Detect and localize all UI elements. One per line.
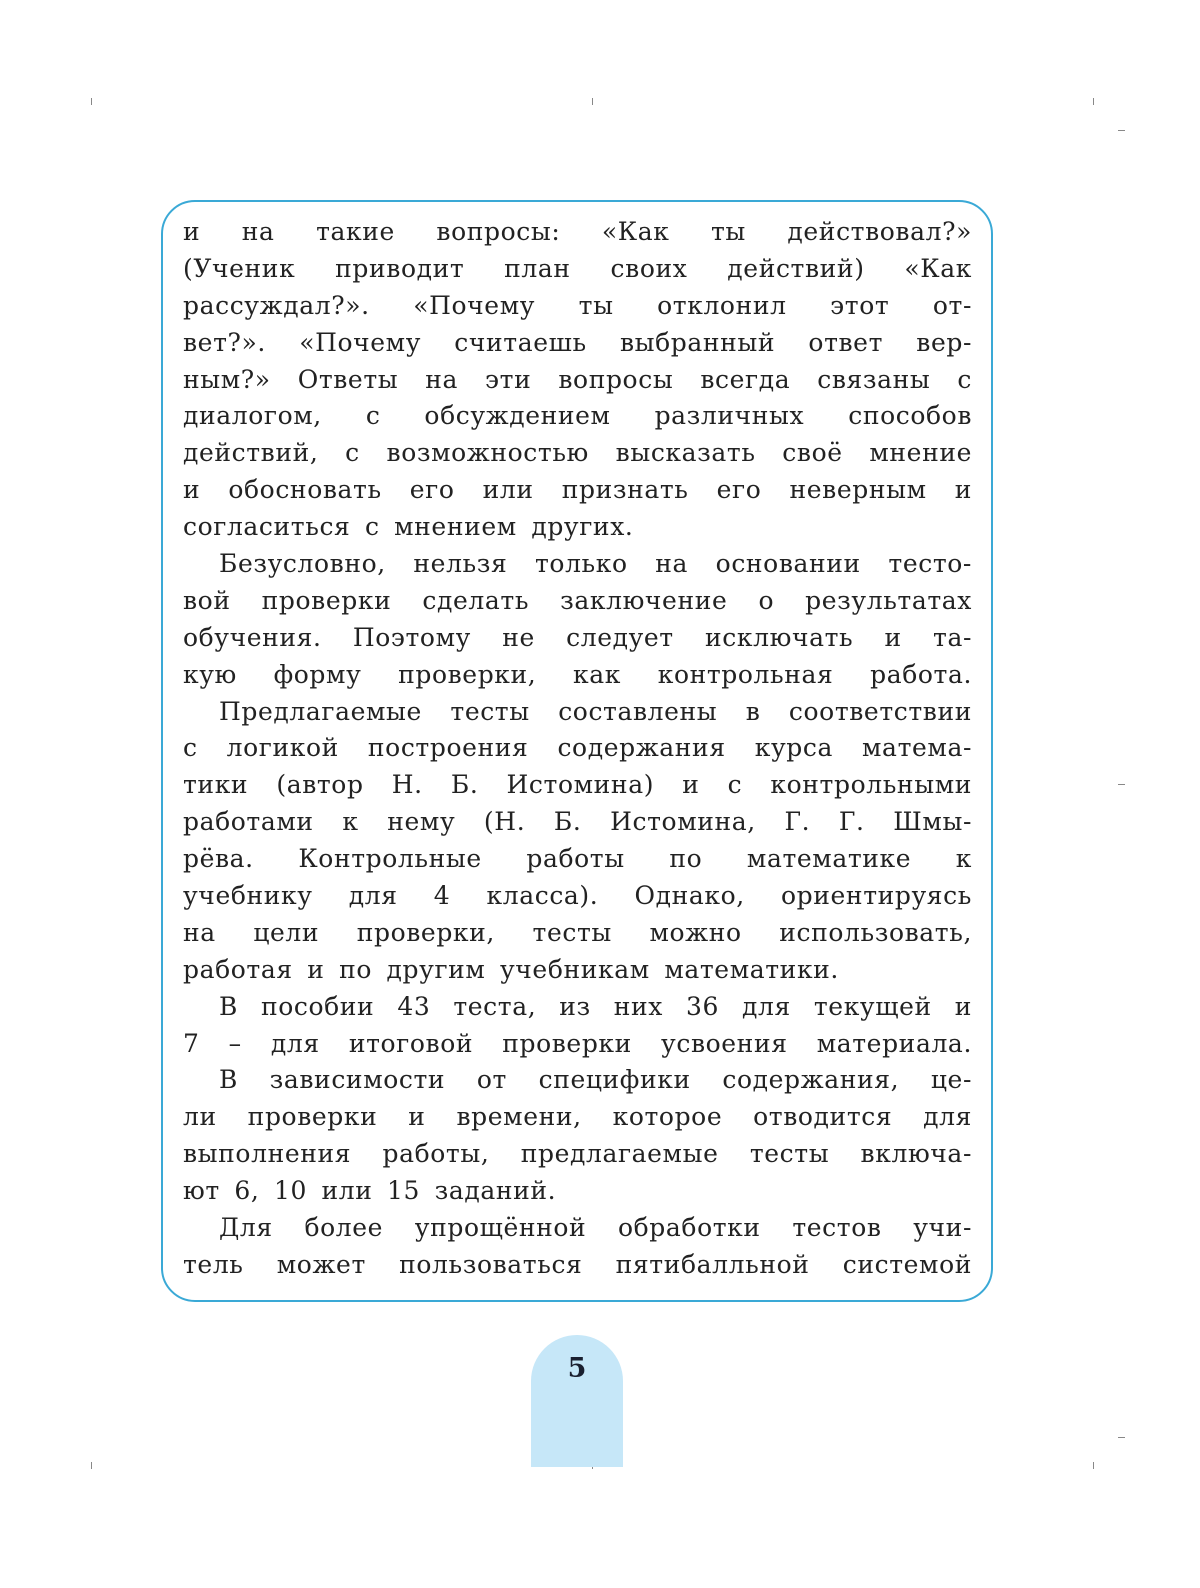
text-line: Безусловно, нельзя только на основании тесто- (219, 549, 972, 579)
text-line: тель может пользоваться пятибалльной системой (183, 1249, 972, 1279)
text-line: выполнения работы, предлагаемые тесты включа- (183, 1139, 972, 1169)
text-line: согласиться с мнением других. (183, 512, 634, 542)
body-text (183, 214, 972, 1284)
crop-mark (1118, 784, 1125, 785)
text-line: ют 6, 10 или 15 заданий. (183, 1176, 557, 1206)
text-line: обучения. Поэтому не следует исключать и та- (183, 622, 972, 652)
text-line: вет?». «Почему считаешь выбранный ответ вер- (183, 327, 972, 357)
text-line: 7 – для итоговой проверки усвоения материала. (183, 1028, 972, 1058)
text-line: рассуждал?». «Почему ты отклонил этот от- (183, 290, 972, 320)
text-line: тики (автор Н. Б. Истомина) и с контрольными (183, 770, 972, 800)
page-number: 5 (567, 1353, 587, 1384)
text-line: В пособии 43 теста, из них 36 для текущей и (219, 991, 972, 1021)
text-line: ным?» Ответы на эти вопросы всегда связаны с (183, 364, 972, 394)
crop-mark (1118, 1437, 1125, 1438)
text-line: вой проверки сделать заключение о результатах (183, 585, 972, 615)
text-line: и на такие вопросы: «Как ты действовал?» (183, 217, 972, 246)
page-number-tab (531, 1335, 623, 1467)
text-line: (Ученик приводит план своих действий) «Как (183, 253, 972, 283)
text-line: учебнику для 4 класса). Однако, ориентируясь (183, 881, 972, 911)
crop-mark (91, 1462, 92, 1469)
crop-mark (1093, 98, 1094, 105)
text-line: работами к нему (Н. Б. Истомина, Г. Г. Шмы- (183, 807, 972, 837)
text-line: рёва. Контрольные работы по математике к (183, 844, 972, 874)
text-line: кую форму проверки, как контрольная работа. (183, 659, 972, 689)
text-line: Для более упрощённой обработки тестов учи- (219, 1213, 972, 1243)
text-line: работая и по другим учебникам математики. (183, 954, 839, 984)
text-line: и обосновать его или признать его неверным и (183, 475, 972, 505)
crop-mark (91, 98, 92, 105)
text-line: В зависимости от специфики содержания, це- (219, 1065, 972, 1095)
text-line: с логикой построения содержания курса матема- (183, 733, 972, 763)
crop-mark (1093, 1462, 1094, 1469)
text-line: диалогом, с обсуждением различных способов (183, 401, 972, 431)
text-line: ли проверки и времени, которое отводится для (183, 1102, 972, 1132)
text-line: на цели проверки, тесты можно использовать, (183, 917, 972, 947)
crop-mark (1118, 130, 1125, 131)
text-line: действий, с возможностью высказать своё мнение (183, 438, 972, 468)
crop-mark (592, 98, 593, 105)
text-line: Предлагаемые тесты составлены в соответствии (219, 696, 972, 726)
